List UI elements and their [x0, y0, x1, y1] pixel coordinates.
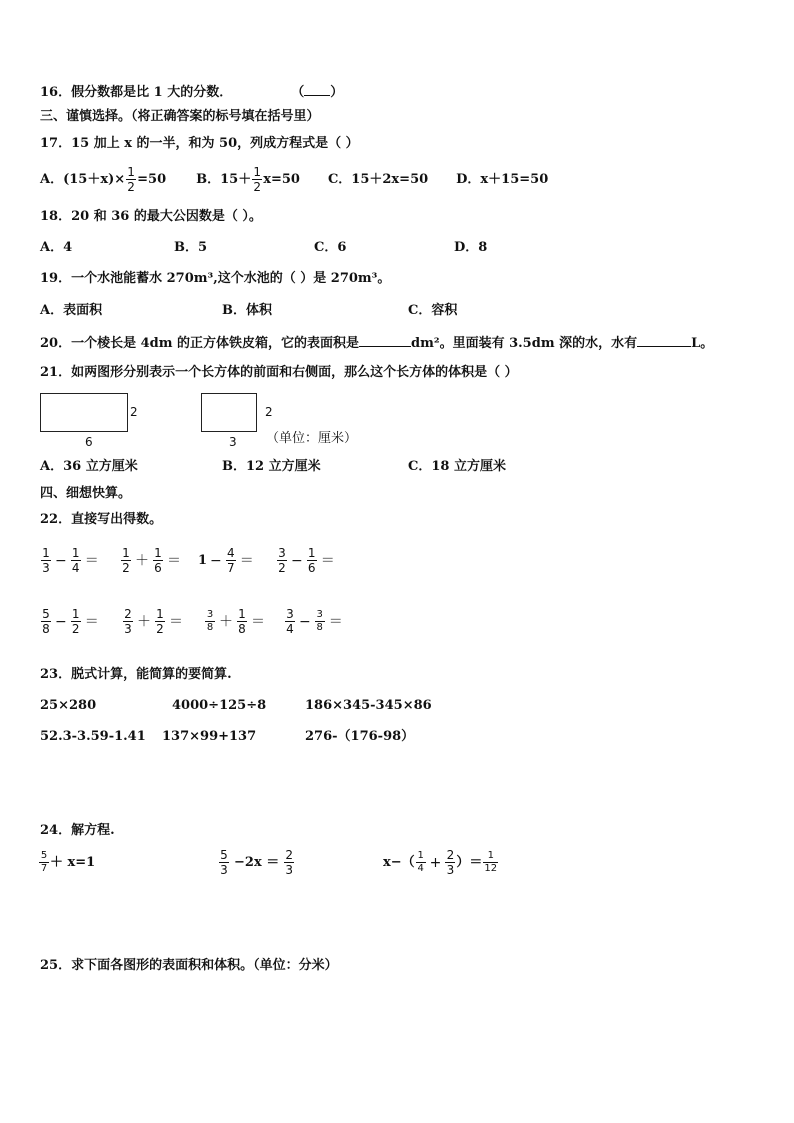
- eq1-rest: ＋ x=1: [50, 855, 96, 870]
- q17-option-b[interactable]: [196, 166, 300, 193]
- q22-expr-3: [198, 547, 257, 574]
- q18-option-c[interactable]: C．6: [314, 240, 347, 255]
- operator: ＋: [135, 552, 149, 569]
- frac-den: 12: [484, 863, 498, 874]
- q23-calc-2: 4000÷125÷8: [172, 698, 267, 713]
- frac-num: 1: [156, 607, 164, 621]
- frac-den: 2: [122, 561, 130, 575]
- frac-num: 3: [206, 609, 214, 620]
- frac-den: 8: [238, 622, 246, 636]
- frac-num: 2: [446, 848, 455, 862]
- q20-blank-volume[interactable]: [637, 335, 691, 347]
- frac-den: 6: [154, 561, 162, 575]
- operator: +: [429, 854, 442, 871]
- q19-option-c[interactable]: C．容积: [408, 303, 458, 318]
- whole-number: 1: [198, 553, 208, 568]
- q16-paren-open: （: [291, 85, 305, 100]
- q22-expr-4: [276, 547, 338, 574]
- frac-den: 3: [42, 561, 50, 575]
- frac-num: 1: [238, 607, 246, 621]
- q18-option-d[interactable]: D．8: [454, 240, 488, 255]
- frac-num: 5: [42, 607, 50, 621]
- equals: ＝: [167, 552, 181, 569]
- frac-den: 8: [206, 622, 214, 633]
- q24-equation-3: [383, 849, 499, 876]
- equals: ＝: [239, 552, 254, 569]
- equals: ＝: [251, 613, 265, 630]
- frac-num: 4: [226, 546, 235, 560]
- q20-blank-area[interactable]: [359, 335, 411, 347]
- eq3-post: ）＝: [456, 855, 483, 870]
- eq3-pre: x−（: [383, 855, 415, 870]
- equals: ＝: [169, 613, 183, 630]
- q23-calc-4: 52.3-3.59-1.41: [40, 729, 146, 744]
- frac-num: 2: [124, 607, 132, 621]
- fig2-height-label: 2: [265, 405, 273, 419]
- q20-part1: 20．一个棱长是 4dm 的正方体铁皮箱，它的表面积是: [40, 336, 360, 351]
- q24-equation-2: [218, 849, 295, 876]
- fraction-half: [126, 166, 136, 193]
- frac-den: 4: [417, 863, 424, 874]
- fig2-width-label: 3: [229, 435, 237, 449]
- frac-den: 2: [253, 180, 262, 194]
- frac-den: 4: [71, 561, 80, 575]
- frac-num: 1: [71, 546, 80, 560]
- question-19-stem: 19．一个水池能蓄水 270m³,这个水池的（ ）是 270m³。: [40, 271, 391, 286]
- frac-num: 1: [127, 165, 135, 179]
- frac-den: 2: [127, 180, 135, 194]
- operator: −: [210, 552, 222, 569]
- side-face-rectangle: [201, 393, 257, 432]
- question-16: [40, 84, 343, 99]
- frac-num: 1: [307, 546, 316, 560]
- frac-num: 1: [71, 607, 80, 621]
- frac-den: 2: [71, 622, 80, 636]
- equals: ＝: [320, 552, 335, 569]
- q17-options: [40, 166, 548, 193]
- question-25-stem: 25．求下面各图形的表面积和体积。（单位：分米）: [40, 958, 338, 973]
- fraction-half: [252, 166, 262, 193]
- q16-answer-blank[interactable]: [304, 84, 330, 96]
- q20-part2: dm²。里面装有 3.5dm 深的水，水有: [411, 336, 638, 351]
- q16-paren-close: ）: [330, 85, 344, 100]
- frac-den: 8: [316, 622, 323, 633]
- front-face-rectangle: [40, 393, 128, 432]
- frac-num: 5: [40, 850, 48, 861]
- frac-den: 3: [446, 863, 455, 877]
- q17-option-a[interactable]: [40, 166, 166, 193]
- operator: −: [55, 552, 67, 569]
- frac-den: 7: [40, 863, 48, 874]
- q21-option-b[interactable]: B．12 立方厘米: [222, 459, 321, 474]
- frac-num: 1: [487, 850, 494, 861]
- question-23-stem: 23．脱式计算，能简算的要简算.: [40, 667, 232, 682]
- q17-option-d[interactable]: D．x＋15=50: [456, 172, 549, 187]
- question-24-stem: 24．解方程.: [40, 823, 115, 838]
- equals: ＝: [84, 552, 99, 569]
- q23-calc-5: 137×99+137: [162, 729, 257, 744]
- q20-part3: L。: [691, 336, 714, 351]
- q19-option-b[interactable]: B．体积: [222, 303, 272, 318]
- fig1-height-label: 2: [130, 405, 138, 419]
- q17-option-c[interactable]: C．15＋2x=50: [327, 172, 429, 187]
- frac-num: 3: [278, 546, 286, 560]
- q16-text: 假分数都是比 1 大的分数．: [71, 85, 233, 100]
- question-20: [40, 335, 713, 350]
- q21-option-c[interactable]: C．18 立方厘米: [408, 459, 506, 474]
- frac-den: 3: [220, 863, 228, 877]
- operator: −: [299, 613, 311, 630]
- equals: ＝: [84, 613, 99, 630]
- question-22-stem: 22．直接写出得数。: [40, 512, 163, 527]
- operator: −: [291, 552, 303, 569]
- q22-expr-2: [120, 547, 184, 574]
- q21-option-a[interactable]: A．36 立方厘米: [40, 459, 138, 474]
- q23-calc-1: 25×280: [40, 698, 97, 713]
- frac-num: 1: [417, 850, 424, 861]
- q16-number: 16．: [40, 85, 72, 100]
- eq2-mid: −2x ＝: [234, 855, 280, 870]
- frac-num: 5: [220, 848, 228, 862]
- q22-expr-7: [204, 608, 268, 635]
- q17-a-pre: A．(15＋x)×: [40, 172, 126, 187]
- frac-den: 2: [278, 561, 286, 575]
- fig1-width-label: 6: [85, 435, 93, 449]
- q23-calc-6: 276-（176-98）: [305, 729, 415, 744]
- question-18-stem: 18．20 和 36 的最大公因数是（ ）。: [40, 209, 262, 224]
- q22-expr-5: [40, 608, 102, 635]
- q22-expr-6: [122, 608, 186, 635]
- q24-equation-1: [38, 851, 95, 874]
- frac-num: 1: [42, 546, 50, 560]
- question-17-stem: 17．15 加上 x 的一半，和为 50，列成方程式是（ ）: [40, 136, 359, 151]
- equals: ＝: [328, 613, 343, 630]
- q23-calc-3: 186×345-345×86: [305, 698, 432, 713]
- question-21-stem: 21．如两图形分别表示一个长方体的前面和右侧面，那么这个长方体的体积是（ ）: [40, 365, 518, 380]
- q22-expr-1: [40, 547, 102, 574]
- frac-num: 2: [285, 848, 294, 862]
- frac-den: 3: [285, 863, 294, 877]
- operator: ＋: [137, 613, 151, 630]
- frac-den: 8: [42, 622, 50, 636]
- section-4-title: 四、细想快算。: [40, 486, 132, 501]
- q19-option-a[interactable]: A．表面积: [40, 303, 103, 318]
- frac-den: 2: [156, 622, 164, 636]
- frac-den: 6: [307, 561, 316, 575]
- q17-b-pre: B．15＋: [196, 172, 252, 187]
- frac-num: 3: [286, 607, 294, 621]
- operator: ＋: [219, 613, 233, 630]
- frac-den: 3: [124, 622, 132, 636]
- frac-num: 1: [253, 165, 262, 179]
- operator: −: [55, 613, 67, 630]
- section-3-title: 三、谨慎选择。（将正确答案的标号填在括号里）: [40, 109, 320, 124]
- frac-den: 7: [226, 561, 235, 575]
- q17-a-post: =50: [137, 172, 167, 187]
- q18-option-a[interactable]: A．4: [40, 240, 73, 255]
- q18-option-b[interactable]: B．5: [174, 240, 208, 255]
- frac-num: 3: [316, 609, 323, 620]
- frac-den: 4: [286, 622, 294, 636]
- q17-b-post: x=50: [263, 172, 300, 187]
- unit-label: （单位：厘米）: [266, 431, 358, 446]
- frac-num: 1: [154, 546, 162, 560]
- q22-expr-8: [284, 608, 346, 635]
- frac-num: 1: [122, 546, 130, 560]
